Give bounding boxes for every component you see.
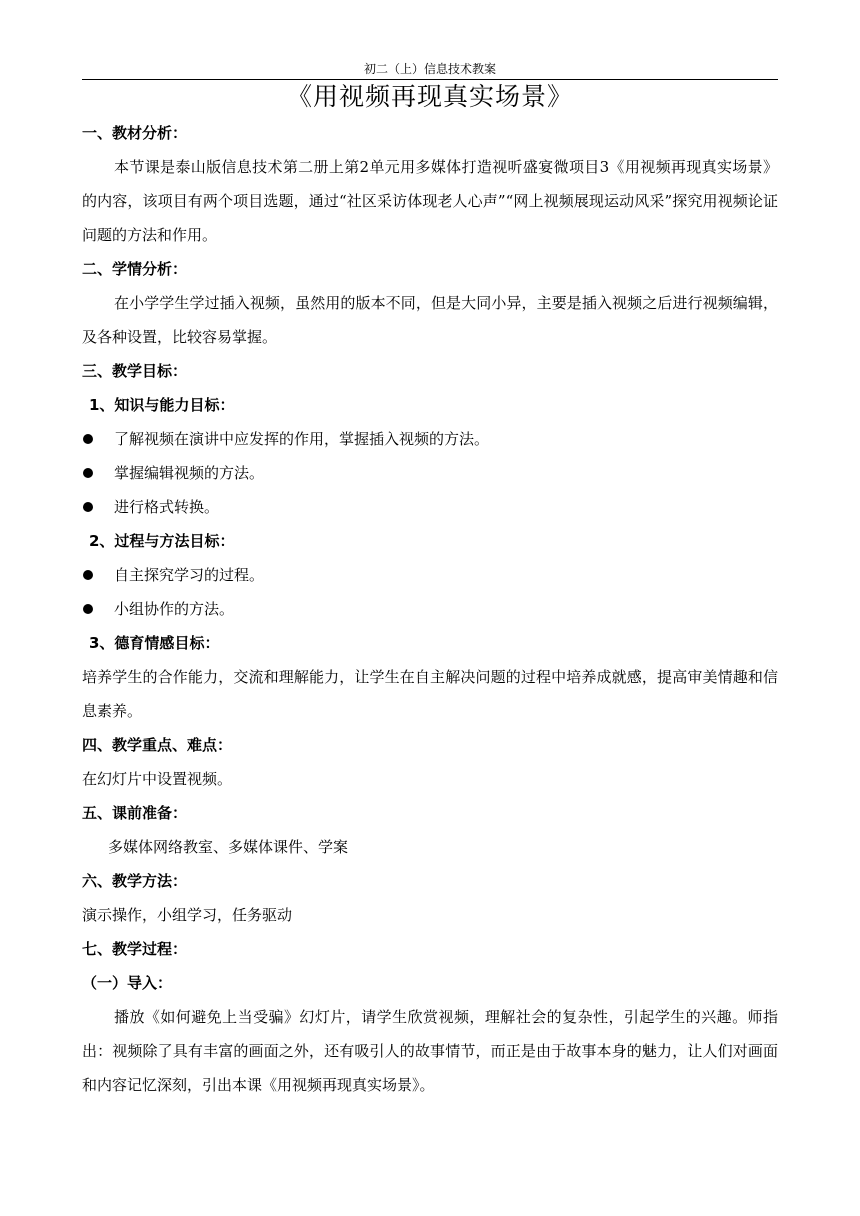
paragraph-textbook-analysis: 本节课是泰山版信息技术第二册上第2单元用多媒体打造视听盛宴微项目3《用视频再现真实场景》的内容，该项目有两个项目选题，通过“社区采访体现老人心声”“网上视频展现运动风采”探究用视频论证问题的方法和作用。 [82, 158, 778, 244]
list-item-text: 小组协作的方法。 [114, 600, 235, 618]
section-heading-key-points: 四、教学重点、难点： [82, 736, 233, 754]
paragraph-teaching-methods: 演示操作，小组学习，任务驱动 [82, 906, 293, 924]
bullet-icon [83, 604, 93, 614]
document-title: 《用视频再现真实场景》 [286, 82, 573, 111]
paragraph-introduction: 播放《如何避免上当受骗》幻灯片，请学生欣赏视频，理解社会的复杂性，引起学生的兴趣。师指出：视频除了具有丰富的画面之外，还有吸引人的故事情节，而正是由于故事本身的魅力，让人们对画面和内容记忆深刻，引出本课《用视频再现真实场景》。 [82, 1008, 778, 1094]
list-item [82, 422, 778, 456]
section-heading-student-analysis: 二、学情分析： [82, 260, 188, 278]
paragraph-moral-goals: 培养学生的合作能力，交流和理解能力，让学生在自主解决问题的过程中培养成就感，提高审美情趣和信息素养。 [82, 668, 778, 720]
paragraph-preparation: 多媒体网络教室、多媒体课件、学案 [108, 838, 349, 856]
section-heading-teaching-goals: 三、教学目标： [82, 362, 188, 380]
list-item [82, 558, 778, 592]
section-heading-preparation: 五、课前准备： [82, 804, 188, 822]
subheading-knowledge-goals: 1、知识与能力目标： [89, 396, 235, 414]
subheading-moral-goals: 3、德育情感目标： [89, 634, 220, 652]
bullet-icon [83, 468, 93, 478]
list-item [82, 592, 778, 626]
section-heading-teaching-process: 七、教学过程： [82, 940, 188, 958]
list-item-text: 掌握编辑视频的方法。 [114, 464, 265, 482]
list-item-text: 了解视频在演讲中应发挥的作用，掌握插入视频的方法。 [114, 430, 490, 448]
document-body [82, 116, 778, 1102]
subheading-introduction: （一）导入： [82, 974, 173, 992]
list-item [82, 490, 778, 524]
bullet-icon [83, 570, 93, 580]
paragraph-student-analysis: 在小学学生学过插入视频，虽然用的版本不同，但是大同小异，主要是插入视频之后进行视频编辑，及各种设置，比较容易掌握。 [82, 294, 778, 346]
bullet-icon [83, 502, 93, 512]
running-header: 初二（上）信息技术教案 [363, 62, 496, 76]
list-item-text: 进行格式转换。 [114, 498, 220, 516]
bullet-icon [83, 434, 93, 444]
list-item [82, 456, 778, 490]
section-heading-textbook-analysis: 一、教材分析： [82, 124, 188, 142]
list-item-text: 自主探究学习的过程。 [114, 566, 265, 584]
subheading-process-goals: 2、过程与方法目标： [89, 532, 235, 550]
paragraph-key-points: 在幻灯片中设置视频。 [82, 770, 233, 788]
section-heading-teaching-methods: 六、教学方法： [82, 872, 188, 890]
